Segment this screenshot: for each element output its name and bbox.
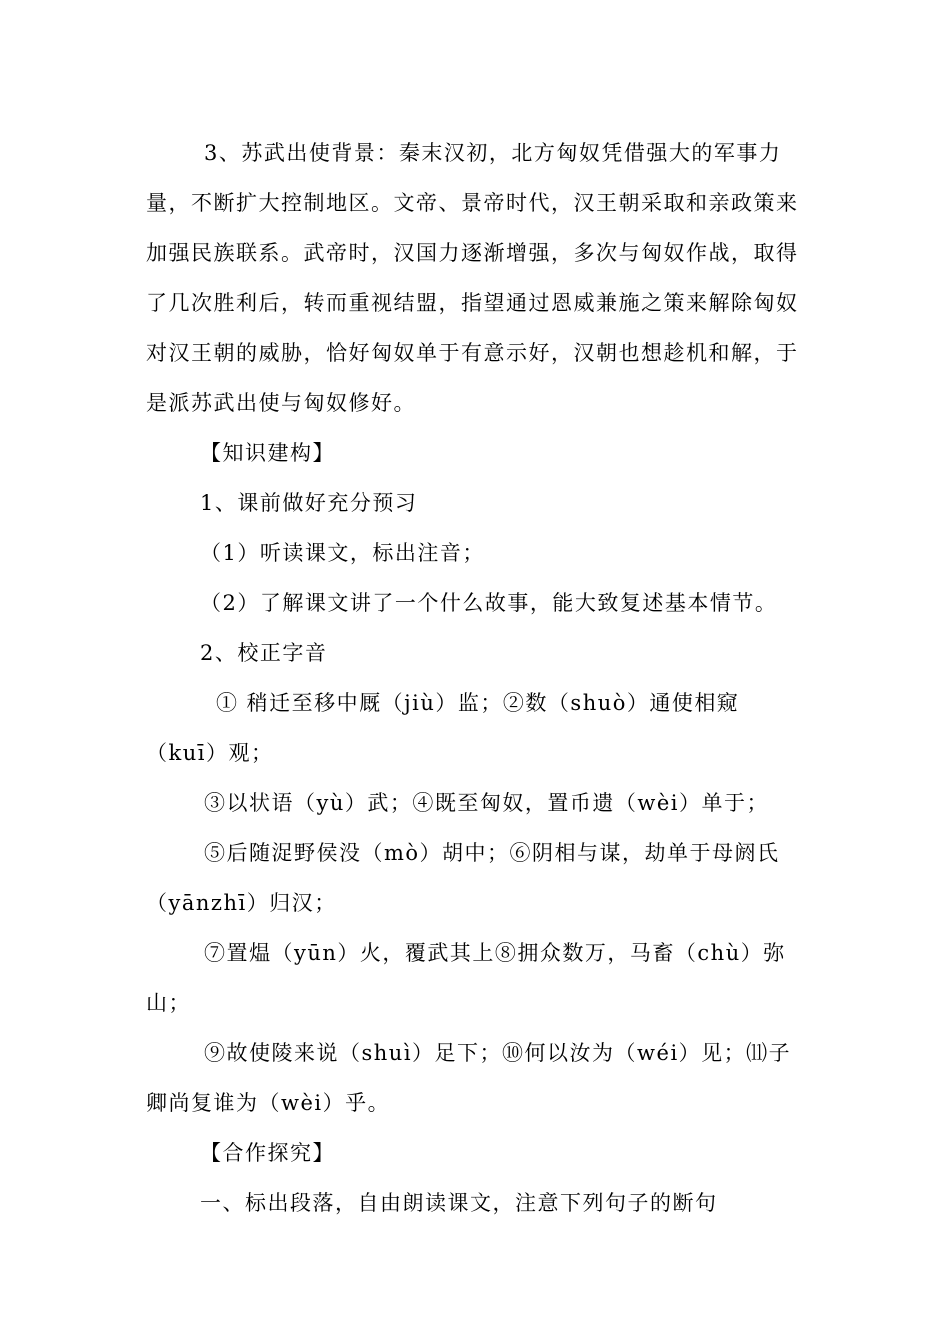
text-line: ⑨故使陵来说（shuì）足下；⑩何以汝为（wéi）见；⑾子 (204, 1041, 792, 1065)
text-line: 了几次胜利后，转而重视结盟，指望通过恩威兼施之策来解除匈奴 (146, 291, 799, 315)
text-line: ⑤后随浞野侯没（mò）胡中；⑥阴相与谋，劫单于母阏氏 (204, 841, 780, 865)
document-body (146, 128, 806, 1228)
text-line: ① 稍迁至移中厩（jiù）监；②数（shuò）通使相窥 (216, 691, 740, 715)
knowledge-item-1: 1、课前做好充分预习 (200, 491, 418, 515)
text-line: （yānzhī）归汉； (146, 891, 337, 915)
pronunciation-list (146, 678, 806, 1128)
knowledge-sub-1: （1）听读课文，标出注音； (200, 541, 485, 565)
knowledge-sub-2: （2）了解课文讲了一个什么故事，能大致复述基本情节。 (200, 591, 778, 615)
text-line: ③以状语（yù）武；④既至匈奴，置币遗（wèi）单于； (204, 791, 770, 815)
text-line: 是派苏武出使与匈奴修好。 (146, 391, 416, 415)
cooperation-item-1: 一、标出段落，自由朗读课文，注意下列句子的断句 (200, 1191, 718, 1215)
background-paragraph (146, 128, 806, 428)
text-line: 3、苏武出使背景：秦末汉初，北方匈奴凭借强大的军事力 (204, 141, 782, 165)
text-line: 量，不断扩大控制地区。文帝、景帝时代，汉王朝采取和亲政策来 (146, 191, 799, 215)
text-line: ⑦置煴（yūn）火，覆武其上⑧拥众数万，马畜（chù）弥 (204, 941, 786, 965)
section-heading-cooperation: 【合作探究】 (200, 1141, 335, 1165)
text-line: （kuī）观； (146, 741, 274, 765)
text-line: 加强民族联系。武帝时，汉国力逐渐增强，多次与匈奴作战，取得 (146, 241, 799, 265)
text-line: 山； (146, 991, 191, 1015)
section-heading-knowledge: 【知识建构】 (200, 441, 335, 465)
text-line: 卿尚复谁为（wèi）乎。 (146, 1091, 391, 1115)
knowledge-item-2: 2、校正字音 (200, 641, 328, 665)
text-line: 对汉王朝的威胁，恰好匈奴单于有意示好，汉朝也想趁机和解，于 (146, 341, 799, 365)
